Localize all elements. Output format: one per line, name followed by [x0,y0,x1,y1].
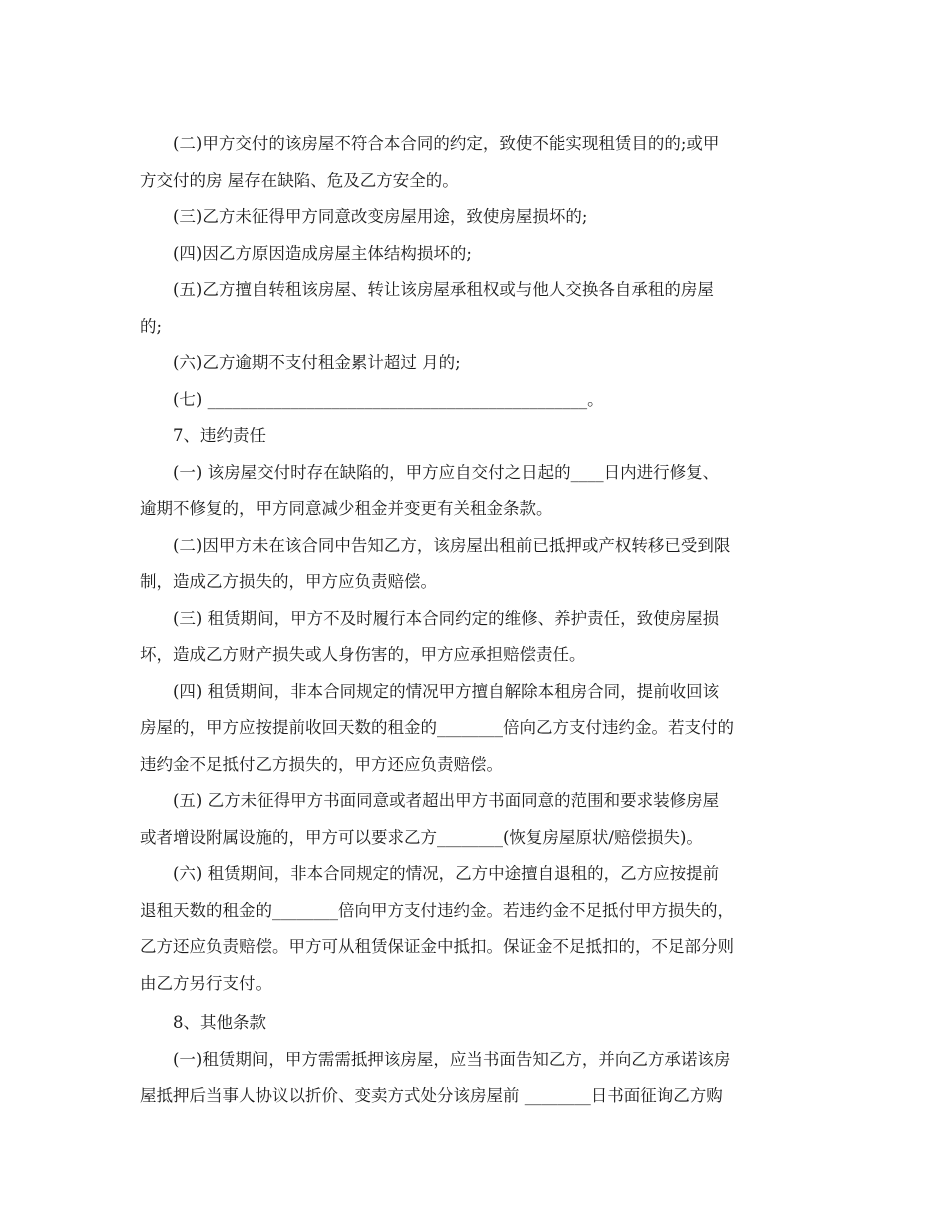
text-line: (一)租赁期间，甲方需需抵押该房屋，应当书面告知乙方，并向乙方承诺该房 [173,1049,731,1069]
text-line: (六)乙方逾期不支付租金累计超过 月的; [173,353,461,372]
text-line: 乙方还应负责赔偿。甲方可从租赁保证金中抵扣。保证金不足抵扣的，不足部分则 [140,937,734,956]
document-body [140,126,812,1115]
section-heading: 7、违约责任 [173,426,266,445]
section-heading: 8、其他条款 [173,1013,266,1032]
text-line: 或者增设附属设施的，甲方可以要求乙方________(恢复房屋原状/赔偿损失)。 [140,827,703,847]
text-line: (三)乙方未征得甲方同意改变房屋用途，致使房屋损坏的; [173,207,588,226]
text-line: 违约金不足抵付乙方损失的，甲方还应负责赔偿。 [140,754,503,774]
text-line: 退租天数的租金的________倍向甲方支付违约金。若违约金不足抵付甲方损失的， [140,900,734,920]
text-line: 屋抵押后当事人协议以折价、变卖方式处分该房屋前 ________日书面征询乙方购 [140,1086,723,1105]
text-line: 制，造成乙方损失的，甲方应负责赔偿。 [140,572,437,591]
text-line: (四)因乙方原因造成房屋主体结构损坏的; [173,243,472,263]
text-line: 房屋的，甲方应按提前收回天数的租金的________倍向乙方支付违约金。若支付的 [140,718,734,737]
text-line: 方交付的房 屋存在缺陷、危及乙方安全的。 [140,170,459,190]
text-line: 由乙方另行支付。 [140,973,272,993]
text-line: (一) 该房屋交付时存在缺陷的，甲方应自交付之日起的____日内进行修复、 [173,462,720,482]
text-line: (二)因甲方未在该合同中告知乙方，该房屋出租前已抵押或产权转移已受到限 [173,535,731,555]
text-line: (六) 租赁期间，非本合同规定的情况，乙方中途擅自退租的，乙方应按提前 [173,864,720,883]
text-line: (五)乙方擅自转租该房屋、转让该房屋承租权或与他人交换各自承租的房屋 [173,280,714,299]
text-line: (四) 租赁期间，非本合同规定的情况甲方擅自解除本租房合同，提前收回该 [173,681,720,701]
text-line: (五) 乙方未征得甲方书面同意或者超出甲方书面同意的范围和要求装修房屋 [173,791,720,810]
text-line: 坏，造成乙方财产损失或人身伤害的，甲方应承担赔偿责任。 [140,645,586,664]
text-line: 的; [140,316,163,336]
text-line: (七) ______________________________________________。 [173,389,604,409]
text-line: 逾期不修复的，甲方同意减少租金并变更有关租金条款。 [140,499,553,518]
text-line: (二)甲方交付的该房屋不符合本合同的约定，致使不能实现租赁目的的;或甲 [173,134,720,153]
text-line: (三) 租赁期间，甲方不及时履行本合同约定的维修、养护责任，致使房屋损 [173,608,720,628]
